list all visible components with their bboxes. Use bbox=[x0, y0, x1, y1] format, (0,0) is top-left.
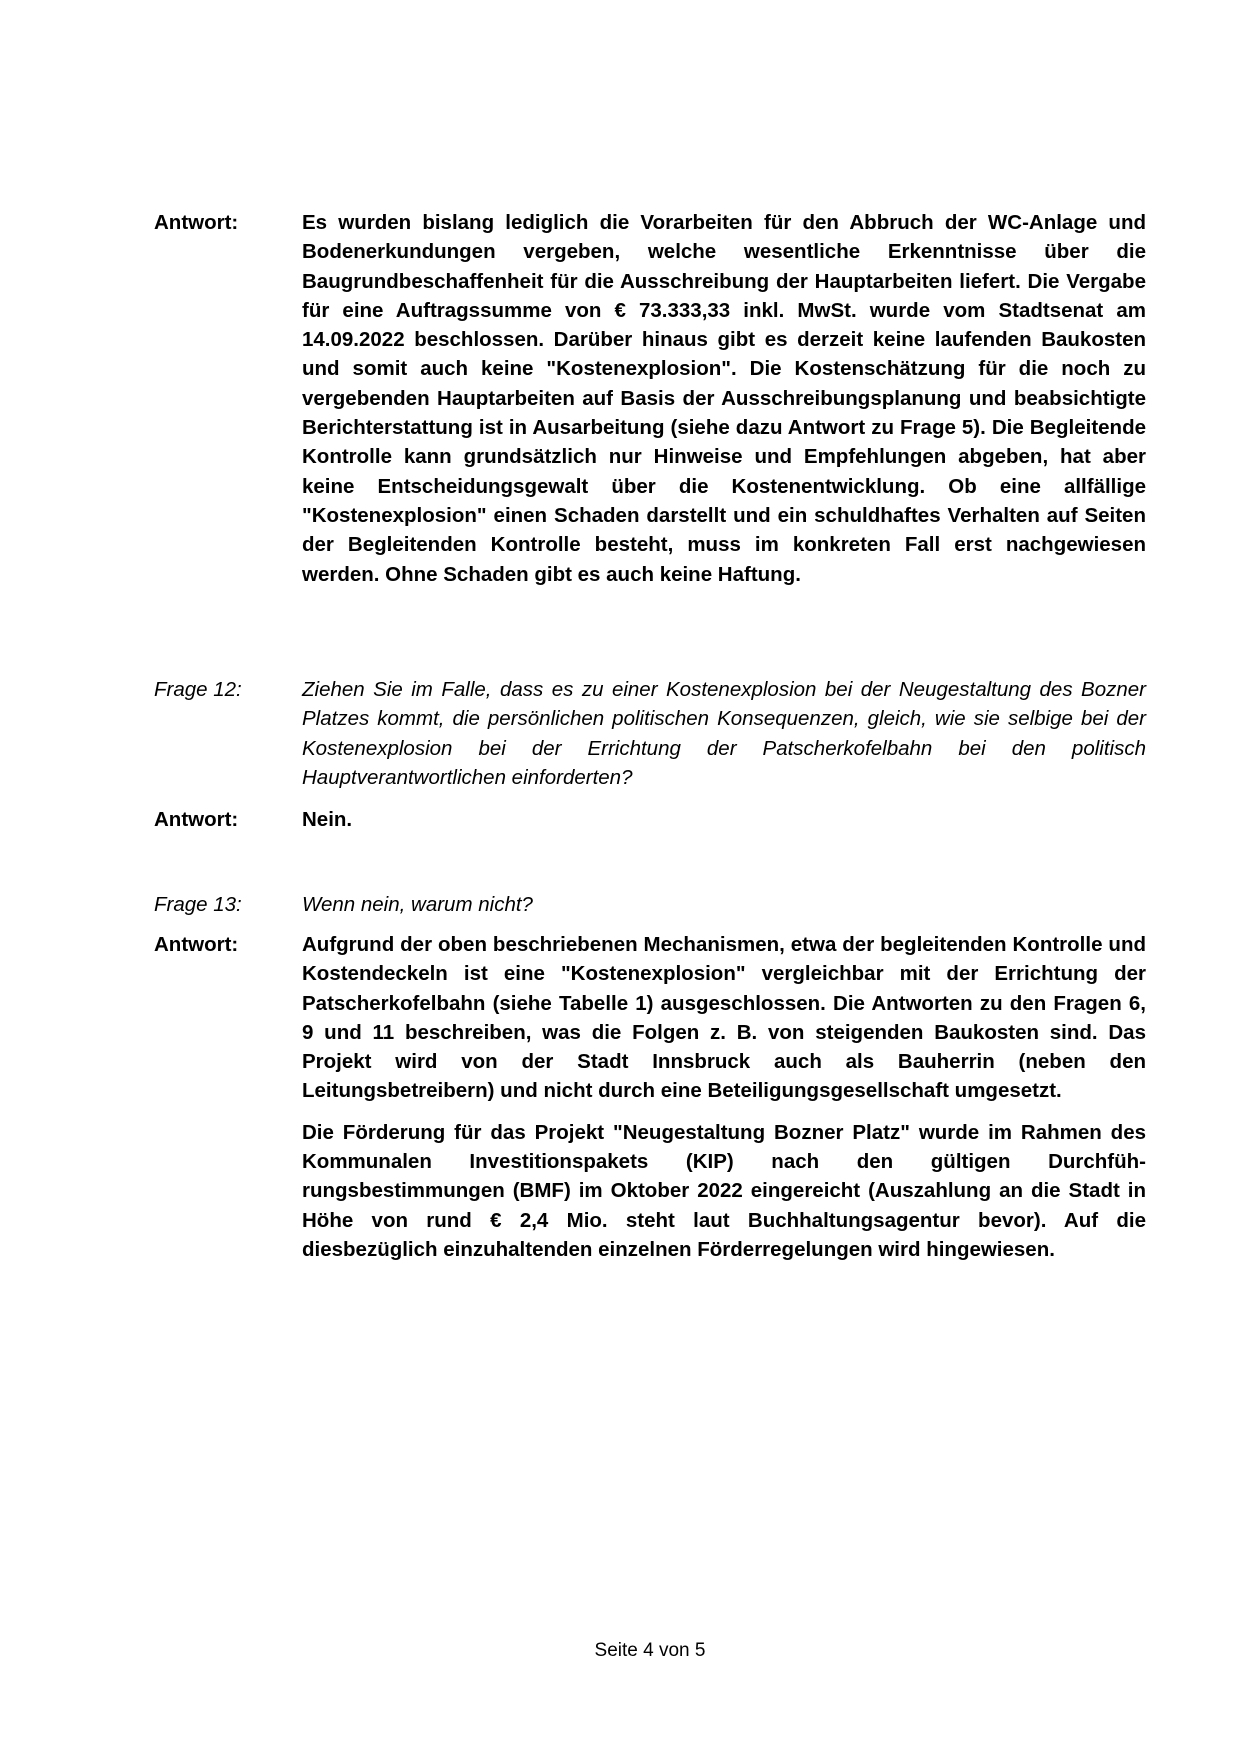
question-label: Frage 12: bbox=[154, 678, 242, 701]
answer-text: Nein. bbox=[302, 808, 353, 831]
answer-12 bbox=[154, 805, 1146, 848]
answer-label: Antwort: bbox=[154, 211, 239, 234]
answer-text: Es wurden bislang lediglich die Vorarbeiten für den Abbruch der WC-Anlage und Bodenerkundungen vergeben, welche wesentliche Erkenntnisse über die Baugrundbeschaffenheit für die Ausschreibung der Hauptarbeiten liefert. Die Vergabe für eine Auftragssumme von € 73.333,33 inkl. MwSt. wurde vom Stadtsenat am 14.09.2022 beschlossen. Darüber hinaus gibt es derzeit keine laufenden Baukosten und somit auch keine "Kostenexplosion". Die Kostenschätzung für die noch zu vergebenden Hauptarbeiten auf Basis der Ausschreibungsplanung und beabsichtigte Berichterstattung ist in Ausarbeitung (siehe dazu Antwort zu Frage 5). Die Begleitende Kontrolle kann grundsätzlich nur Hinweise und Empfehlungen abgeben, hat aber keine Entscheidungsgewalt über die Kostenentwicklung. Ob eine allfällige "Kostenexplosion" einen Schaden darstellt und ein schuldhaftes Verhalten auf Seiten der Begleitenden Kontrolle besteht, muss im konkreten Fall erst nachgewiesen werden. Ohne Schaden gibt es auch keine Haftung. bbox=[302, 211, 1146, 586]
answer-label: Antwort: bbox=[154, 933, 239, 956]
question-label: Frage 13: bbox=[154, 893, 242, 916]
answer-label: Antwort: bbox=[154, 808, 239, 831]
page-number: Seite 4 von 5 bbox=[594, 1640, 706, 1661]
question-text: Wenn nein, warum nicht? bbox=[302, 893, 533, 916]
question-12 bbox=[154, 675, 1146, 806]
question-13 bbox=[154, 890, 1146, 933]
question-text: Ziehen Sie im Falle, dass es zu einer Kostenexplosion bei der Neugestaltung des Bozner Platzes kommt, die persönlichen politischen Konsequenzen, gleich, wie sie selbige bei der Kostenexplosion bei der Errichtung der Patscherkofelbahn bei den politisch Hauptverantwortlichen einforderten? bbox=[302, 678, 1146, 789]
answer-text: Aufgrund der oben beschriebenen Mechanismen, etwa der begleitenden Kontrolle und Kostendeckeln ist eine "Kostenexplosion" vergleichbar mit der Errichtung der Patscherkofelbahn (siehe Tabelle 1) ausgeschlossen. Die Antworten zu den Fragen 6, 9 und 11 beschreiben, was die Folgen z. B. von steigenden Baukosten sind. Das Projekt wird von der Stadt Innsbruck auch als Bauherrin (neben den Leitungsbetreibern) und nicht durch eine Beteiligungsgesellschaft umgesetzt. bbox=[302, 933, 1146, 1103]
answer-text: Die Förderung für das Projekt "Neugestaltung Bozner Platz" wurde im Rahmen des Kommunalen Investitionspakets (KIP) nach den gültigen Durchführungsbestimmungen (BMF) im Oktober 2022 eingereicht (Auszahlung an die Stadt in Höhe von rund € 2,4 Mio. steht laut Buchhaltungsagentur bevor). Auf die diesbezüglich einzuhaltenden einzelnen Förderregelungen wird hingewiesen. bbox=[302, 1120, 1146, 1261]
answer-11 bbox=[154, 208, 1146, 603]
answer-13 bbox=[154, 930, 1146, 1278]
